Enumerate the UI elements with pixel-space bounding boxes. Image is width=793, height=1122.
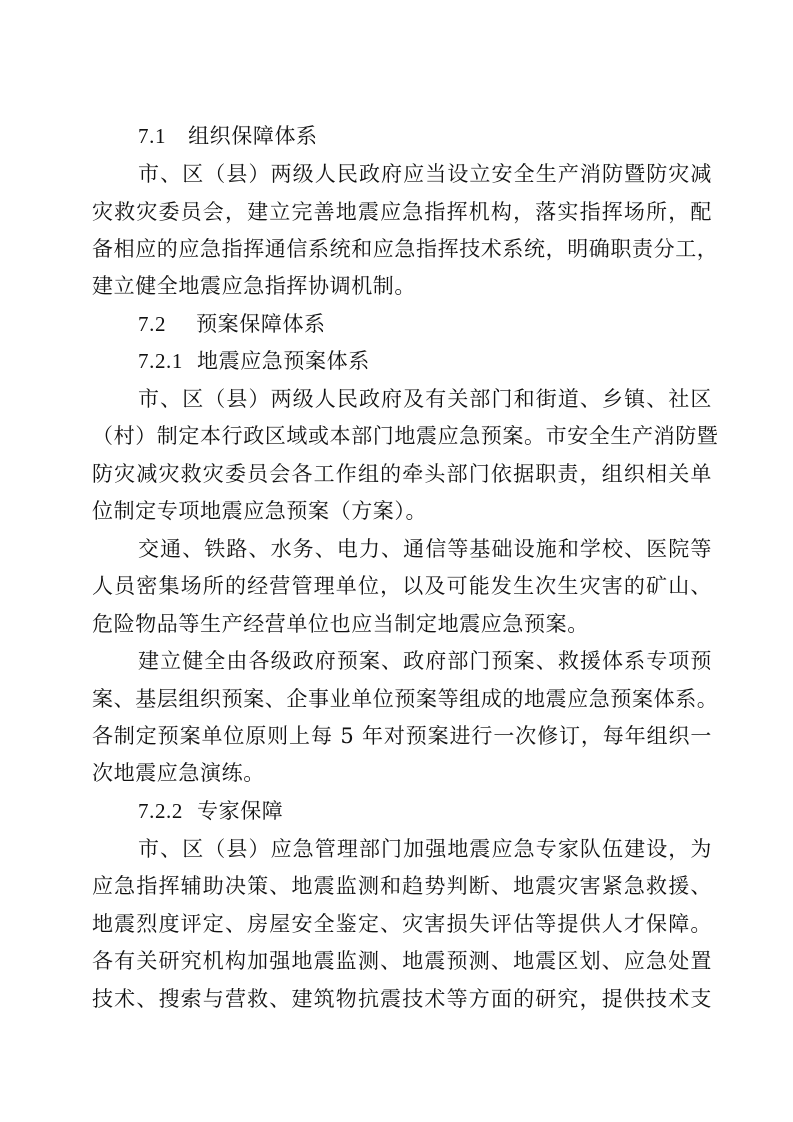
text-line: 次地震应急演练。: [92, 761, 265, 785]
text-line: 各制定预案单位原则上每 5 年对预案进行一次修订，每年组织一: [92, 724, 712, 748]
text-line: 防灾减灾救灾委员会各工作组的牵头部门依据职责，组织相关单: [92, 462, 712, 486]
text-line: 市、区（县）两级人民政府及有关部门和街道、乡镇、社区: [138, 387, 712, 411]
section-number: 7.2: [138, 312, 167, 336]
section-number: 7.2.1: [138, 349, 183, 373]
text-line: 各有关研究机构加强地震监测、地震预测、地震区划、应急处置: [92, 949, 712, 973]
text-line: 应急指挥辅助决策、地震监测和趋势判断、地震灾害紧急救援、: [92, 874, 712, 898]
text-line: 建立健全由各级政府预案、政府部门预案、救援体系专项预: [138, 649, 712, 673]
section-heading-7-2-2: [138, 796, 283, 826]
text-line: 市、区（县）应急管理部门加强地震应急专家队伍建设，为: [138, 837, 712, 861]
section-title: 地震应急预案体系: [197, 349, 370, 373]
section-title: 专家保障: [197, 799, 284, 823]
text-line: 建立健全地震应急指挥协调机制。: [92, 274, 416, 298]
section-heading-7-2: [138, 309, 326, 339]
text-line: 市、区（县）两级人民政府应当设立安全生产消防暨防灾减: [138, 162, 712, 186]
text-line: （村）制定本行政区域或本部门地震应急预案。市安全生产消防暨: [92, 424, 719, 448]
text-line: 技术、搜索与营救、建筑物抗震技术等方面的研究，提供技术支: [92, 987, 712, 1011]
text-line: 危险物品等生产经营单位也应当制定地震应急预案。: [92, 612, 589, 636]
text-line: 案、基层组织预案、企事业单位预案等组成的地震应急预案体系。: [92, 687, 719, 711]
section-number: 7.1: [138, 124, 167, 148]
text-line: 位制定专项地震应急预案（方案）。: [92, 499, 428, 523]
text-line: 备相应的应急指挥通信系统和应急指挥技术系统，明确职责分工，: [92, 237, 719, 261]
text-line: 灾救灾委员会，建立完善地震应急指挥机构，落实指挥场所，配: [92, 200, 712, 224]
section-heading-7-1: [138, 121, 318, 151]
text-line: 交通、铁路、水务、电力、通信等基础设施和学校、医院等: [138, 537, 712, 561]
section-title: 组织保障体系: [188, 124, 318, 148]
text-line: 地震烈度评定、房屋安全鉴定、灾害损失评估等提供人才保障。: [92, 912, 712, 936]
text-line: 人员密集场所的经营管理单位，以及可能发生次生灾害的矿山、: [92, 574, 712, 598]
section-title: 预案保障体系: [196, 312, 326, 336]
section-number: 7.2.2: [138, 799, 183, 823]
section-heading-7-2-1: [138, 346, 370, 376]
